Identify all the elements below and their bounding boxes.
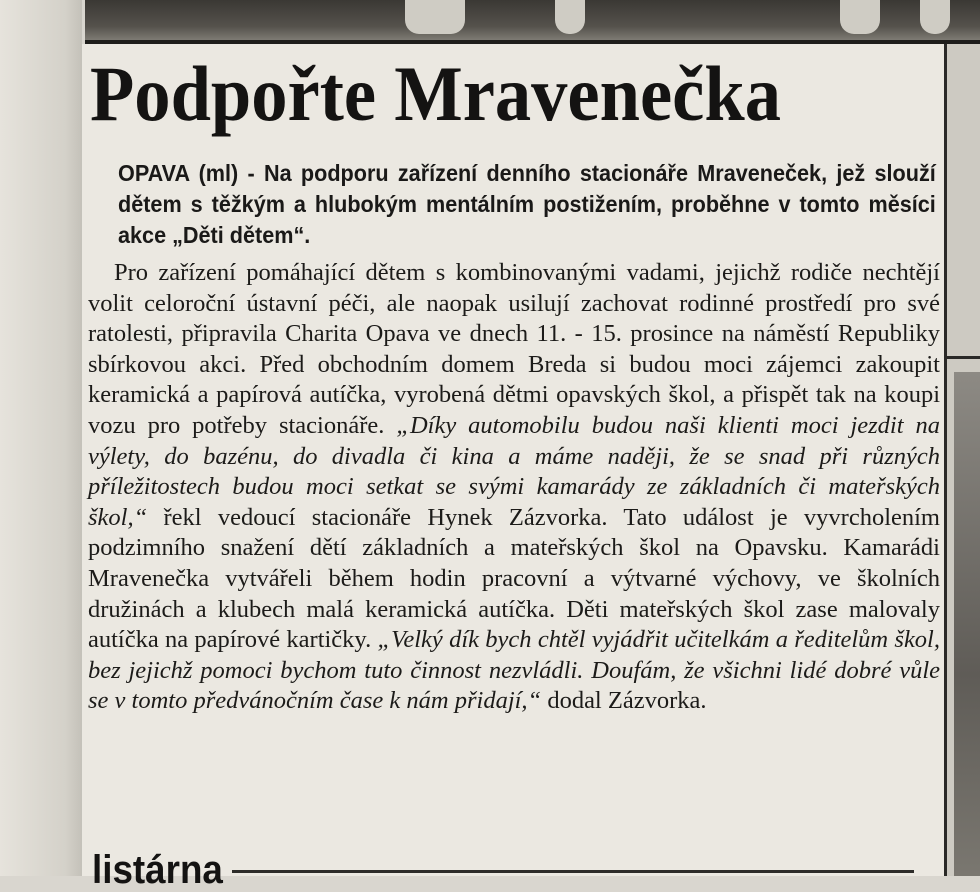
photo-detail — [555, 0, 585, 34]
body-text: dodal Zázvorka. — [541, 687, 707, 715]
photo-detail — [920, 0, 950, 34]
body-text: Pro zařízení pomáhající dětem s kombinovanými vadami, jejichž rodiče nechtějí volit celoroční ústavní péči, ale naopak usilují zachovat rodinné prostředí pro své ratolesti, připravila Charita Opava ve dnech 11. - 15. prosince na náměstí Republiky sbírkovou akci. Před obchodním domem Breda si budou moci zájemci zakoupit keramická a papírová autíčka, vyrobená dětmi opavských škol, a přispět tak na koupi vozu pro potřeby stacionáře. — [88, 259, 940, 439]
newspaper-article — [82, 44, 944, 892]
quote-text: „Díky automobilu budou naši klienti moci jezdit na výlety, do bazénu, do divadla či kina a máme naději, že se snad při různých příležitostech budou moci setkat se svými kamarády ze základních či mateřských škol,“ — [88, 411, 940, 531]
article-body — [88, 258, 940, 717]
article-lead: OPAVA (ml) - Na podporu zařízení denního stacionáře Mraveneček, jež slouží dětem s těžkým a hlubokým mentálním postižením, proběhne v tomto měsíci akce „Děti dětem“. — [118, 160, 936, 248]
adjacent-column — [944, 44, 980, 876]
top-photo-strip — [85, 0, 980, 44]
next-article-heading: listárna — [92, 848, 223, 892]
column-rule — [947, 356, 980, 359]
column-divider — [944, 44, 947, 876]
photo-detail — [840, 0, 880, 34]
quote-text: „Velký dík bych chtěl vyjádřit učitelkám a ředitelům škol, bez jejichž pomoci bychom tuto činnost nezvládli. Doufám, že všichni lidé dobré vůle se v tomto předvánočním čase k nám přidají,“ — [88, 626, 940, 715]
body-text: řekl vedoucí stacionáře Hynek Zázvorka. Tato událost je vyvrcholením podzimního snažení dětí základních a mateřských škol na Opavsku. Kamarádi Mravenečka vytvářeli během hodin pracovní a výtvarné výchovy, ve školních družinách a klubech malá keramická autíčka. Děti mateřských škol zase malovaly autíčka na papírové kartičky. — [88, 503, 940, 654]
bottom-rule — [232, 870, 914, 873]
adjacent-photo — [954, 372, 980, 876]
page-margin — [0, 0, 82, 876]
article-headline: Podpořte Mravenečka — [90, 50, 781, 137]
photo-detail — [405, 0, 465, 34]
